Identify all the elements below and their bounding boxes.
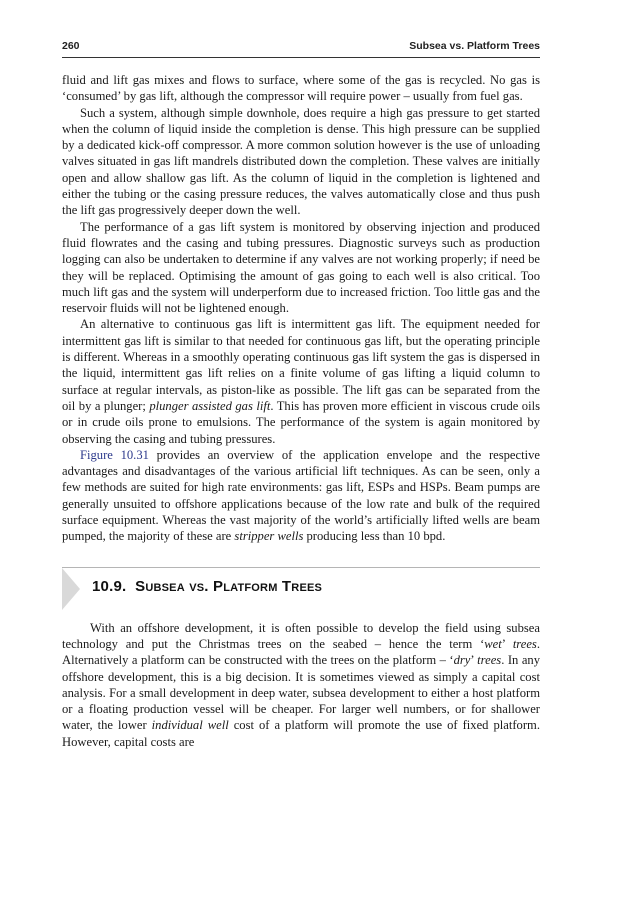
emphasis-text: stripper wells	[234, 529, 304, 544]
page-number: 260	[62, 40, 80, 52]
text-run: An alternative to continuous gas lift is intermittent gas lift. The equipment needed for intermittent gas lift is similar to that needed for continuous gas lift, but the operating principle is different. Whereas in a smoothly operating continuous gas lift system the gas is dispersed in the liquid, intermittent gas lift relies on a finite volume of gas lifting a liquid column to surface at regular intervals, as piston-like as possible. The lift gas can be separated from the oil by a plunger;	[62, 317, 540, 413]
section-title: Subsea vs. Platform Trees	[135, 577, 323, 595]
text-run: cost of a platform will promote the use of fixed platform. However, capital costs are	[62, 718, 540, 749]
paragraph	[62, 620, 540, 750]
section-heading	[92, 578, 322, 595]
text-run: . Alternatively a platform can be constructed with the trees on the platform – ‘	[62, 636, 540, 668]
section-arrow-icon	[62, 568, 80, 610]
emphasis-text: plunger assisted gas lift	[149, 398, 271, 413]
text-run: . This has proven more efficient in viscous crude oils or in crude oils prone to emulsions. The performance of the system is again monitored by observing the casing and tubing pressures.	[62, 398, 540, 446]
body-text	[62, 72, 540, 545]
text-run: . In any offshore development, this is a big decision. It is sometimes viewed as simply a capital cost analysis. For a small development in deep water, subsea development to either a host platform or a floating production vessel will be cheaper. For larger well numbers, or for shallower water, the lower	[62, 653, 540, 733]
section-heading-banner	[62, 567, 540, 620]
emphasis-text: trees	[477, 653, 502, 668]
paragraph: The performance of a gas lift system is monitored by observing injection and produced fluid flowrates and the casing and tubing pressures. Diagnostic surveys such as production logging can also be undertaken to determine if any valves are not working properly; if need be they will be replaced. Optimising the amount of gas going to each well is also critical. Too much lift gas and the system will underperform due to increased friction. Too little gas and the reservoir fluids will not be lightened enough.	[62, 219, 540, 316]
text-run: With an offshore development, it is often possible to develop the field using subsea technology and put the Christmas trees on the seabed – hence the term ‘	[62, 620, 540, 651]
running-title: Subsea vs. Platform Trees	[409, 40, 540, 52]
section-body	[62, 620, 540, 750]
emphasis-text: wet	[484, 636, 502, 651]
text-run: ’	[470, 653, 478, 668]
emphasis-text: individual well	[151, 718, 229, 733]
emphasis-text: dry	[453, 653, 471, 668]
section-number: 10.9.	[92, 577, 127, 595]
figure-link[interactable]: Figure 10.31	[80, 447, 149, 462]
text-run: ’	[501, 636, 513, 651]
book-page	[62, 40, 540, 750]
paragraph: Such a system, although simple downhole, does require a high gas pressure to get started when the column of liquid inside the completion is dense. This high pressure can be supplied by a dedicated kick-off compressor. A more common solution however is the use of unloading valves situated in gas lift mandrels distributed down the completion. These valves are initially open and allow shallow gas lift. As the column of liquid in the completion is lightened and either the tubing or the casing pressure reduces, the valves automatically close and thus push the lift gas progressively deeper down the well.	[62, 105, 540, 218]
running-header	[62, 40, 540, 58]
paragraph: fluid and lift gas mixes and flows to surface, where some of the gas is recycled. No gas is ‘consumed’ by gas lift, although the compressor will require power – usually from fuel gas.	[62, 73, 540, 104]
paragraph	[62, 447, 540, 545]
text-run: producing less than 10 bpd.	[303, 529, 446, 544]
emphasis-text: trees	[512, 636, 537, 651]
text-run: provides an overview of the application envelope and the respective advantages and disadvantages of the various artificial lift techniques. As can be seen, only a few methods are suited for high rate environments: gas lift, ESPs and HSPs. Beam pumps are generally unsuited to offshore applications because of the low rate and bulk of the required surface equipment. Whereas the vast majority of the world’s artificially lifted wells are beam pumped, the majority of these are	[62, 447, 540, 544]
paragraph	[62, 316, 540, 446]
